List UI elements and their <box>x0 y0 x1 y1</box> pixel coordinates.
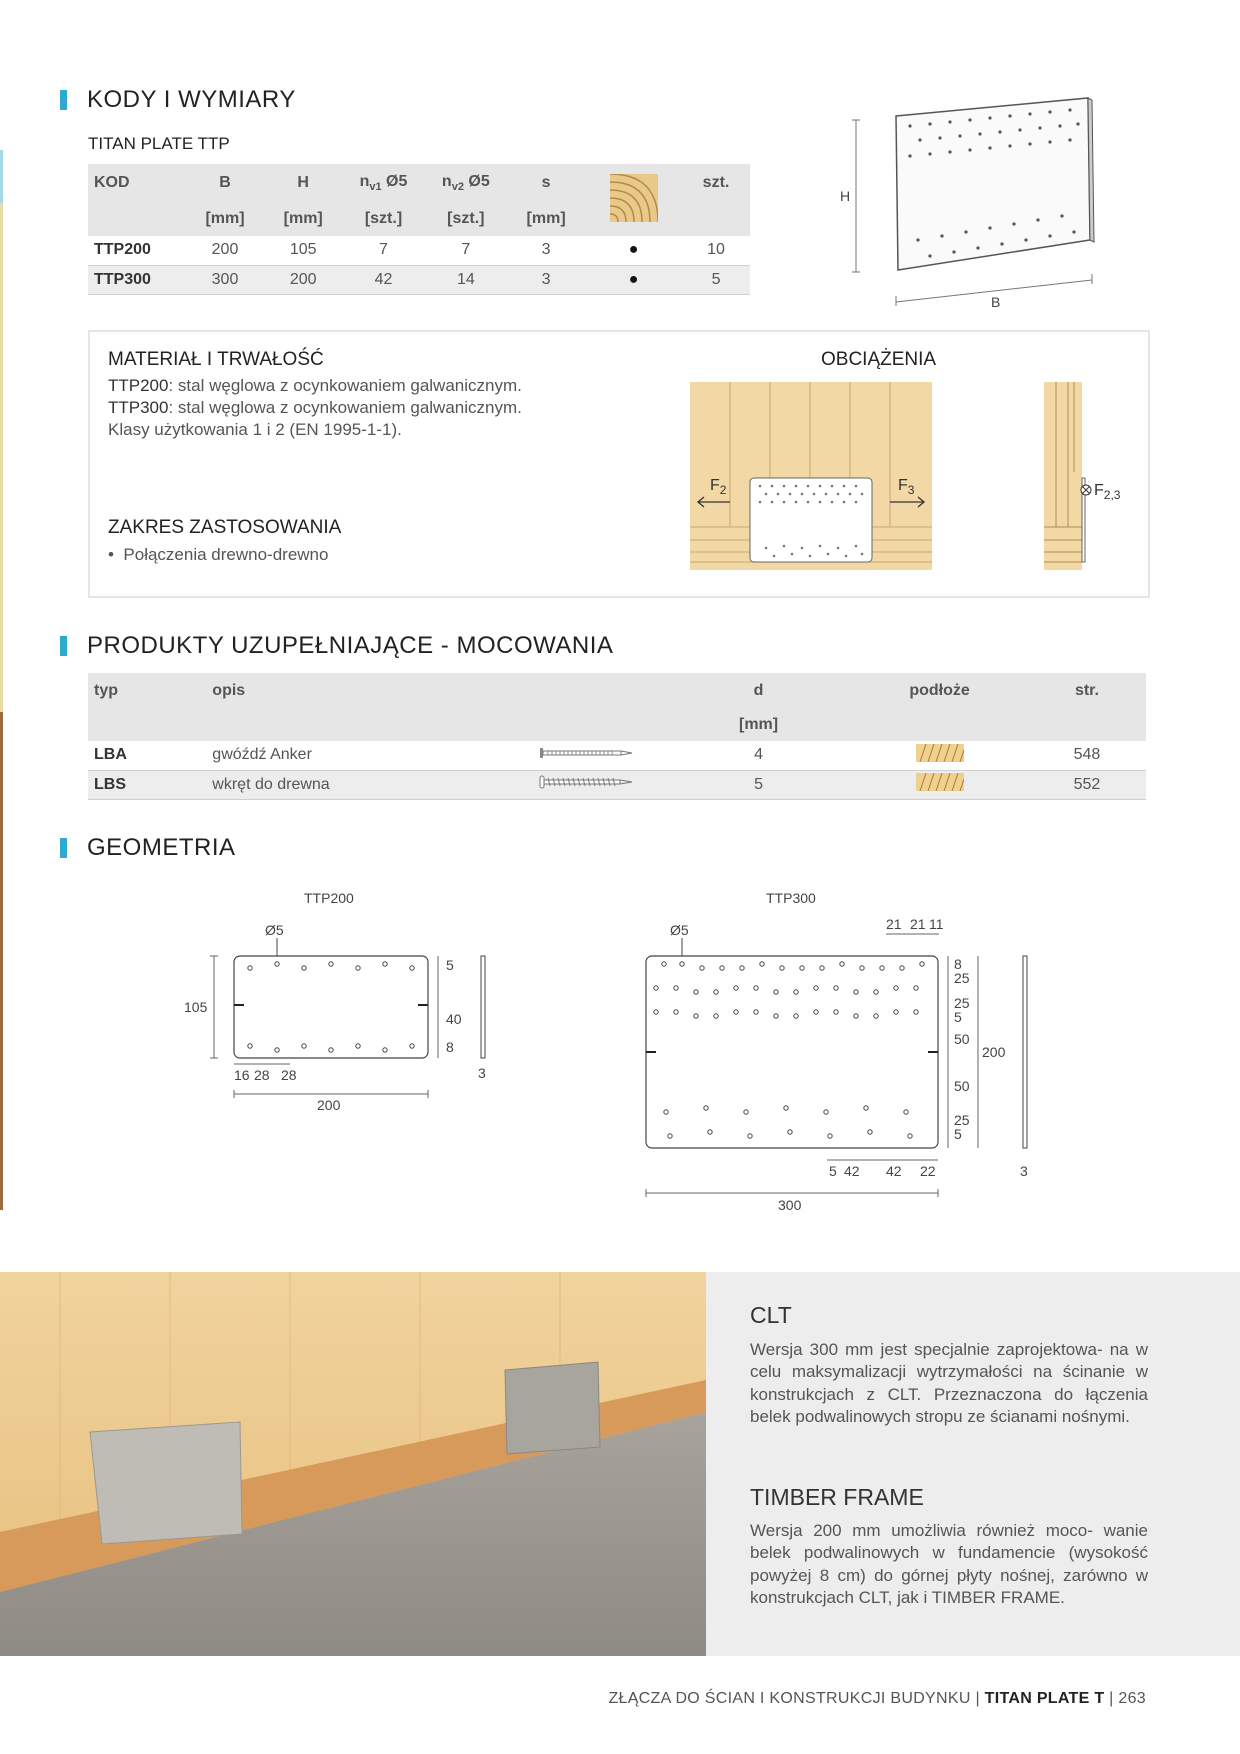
ttp300-drawing <box>630 880 1050 1220</box>
col-nv2: $n_{v2}$ Ø5 <box>441 172 490 194</box>
svg-text:5: 5 <box>954 1009 962 1025</box>
col-qty: szt. <box>702 174 730 191</box>
page-footer: ZŁĄCZA DO ŚCIAN I KONSTRUKCJI BUDYNKU | TITAN PLATE T | 263 <box>608 1690 1146 1707</box>
col-wood-icon <box>585 164 682 236</box>
ttp200-hole-label: Ø5 <box>265 922 284 938</box>
svg-text:5: 5 <box>446 957 454 973</box>
material-title: MATERIAŁ I TRWAŁOŚĆ <box>108 349 324 370</box>
svg-text:200: 200 <box>317 1097 341 1113</box>
svg-text:8: 8 <box>446 1039 454 1055</box>
footer-product: TITAN PLATE T <box>984 1690 1105 1707</box>
ttp200-title: TTP200 <box>304 890 354 906</box>
timber-frame-title: TIMBER FRAME <box>750 1484 924 1510</box>
clt-title: CLT <box>750 1302 792 1328</box>
svg-text:200: 200 <box>982 1044 1006 1060</box>
svg-text:40: 40 <box>446 1011 462 1027</box>
svg-text:3: 3 <box>1020 1163 1028 1179</box>
photo-scene <box>0 1272 706 1656</box>
products-table-units: [mm] <box>88 709 1146 741</box>
col-b: B <box>219 174 231 191</box>
side-color-strip <box>0 150 3 1210</box>
svg-text:42: 42 <box>844 1163 860 1179</box>
col-opis: opis <box>212 682 246 699</box>
wood-grain-icon <box>610 174 658 222</box>
table-subtitle: TITAN PLATE TTP <box>88 134 230 153</box>
page-number: 263 <box>1118 1690 1146 1707</box>
ttp300-title: TTP300 <box>766 890 816 906</box>
svg-text:5: 5 <box>829 1163 837 1179</box>
table-row: TTP200 200 105 7 7 3 ● 10 <box>88 236 750 265</box>
loads-front-diagram <box>690 382 932 570</box>
svg-text:16: 16 <box>234 1067 250 1083</box>
svg-text:28: 28 <box>281 1067 297 1083</box>
timber-frame-text: Wersja 200 mm umożliwia również moco- wanie belek podwalinowych w fundamencie (wysokość powyżej 8 cm) do górnej płyty nośnej, zarówno w konstrukcjach CLT, jak i TIMBER FRAME. <box>750 1521 1148 1607</box>
col-podloze: podłoże <box>909 682 970 699</box>
plate-h-label: H <box>840 188 851 204</box>
load-f3-label: $F_3$ <box>898 477 915 498</box>
col-h: H <box>297 174 309 191</box>
col-s: s <box>541 174 551 191</box>
section-title-codes: KODY I WYMIARY <box>60 86 296 114</box>
ttp300-hole-label: Ø5 <box>670 922 689 938</box>
table-row: LBA gwóźdź Anker 4 548 <box>88 741 1146 770</box>
installation-photo <box>0 1272 706 1656</box>
screw-icon <box>507 770 666 799</box>
load-f2-label: $F_2$ <box>710 477 727 498</box>
svg-text:5: 5 <box>954 1126 962 1142</box>
col-typ: typ <box>94 682 118 699</box>
svg-text:25: 25 <box>954 995 970 1011</box>
load-f23-label: $F_{2,3}$ <box>1094 482 1121 503</box>
loads-title: OBCIĄŻENIA <box>821 349 937 370</box>
svg-text:25: 25 <box>954 970 970 986</box>
material-line-2: TTP300: stal węglowa z ocynkowaniem galwanicznym. <box>108 398 522 417</box>
svg-text:300: 300 <box>778 1197 802 1213</box>
section-marker <box>60 636 67 656</box>
table-row: LBS wkręt do drewna 5 552 <box>88 770 1146 799</box>
svg-text:25: 25 <box>954 1112 970 1128</box>
products-table-header <box>88 673 1146 709</box>
svg-text:11: 11 <box>929 916 944 932</box>
col-str: str. <box>1074 682 1099 699</box>
section-title-products: PRODUKTY UZUPEŁNIAJĄCE - MOCOWANIA <box>60 632 613 660</box>
clt-text: Wersja 300 mm jest specjalnie zaprojektowa- na w celu maksymalizacji wytrzymałości na ścinanie w konstrukcjach z CLT. Przeznaczona do łączenia belek podwalinowych stropu ze ścianami nośnymi. <box>750 1340 1148 1426</box>
svg-text:21: 21 <box>910 916 926 932</box>
svg-text:28: 28 <box>254 1067 270 1083</box>
col-kod: KOD <box>94 174 130 191</box>
svg-text:50: 50 <box>954 1078 970 1094</box>
nail-icon <box>507 741 666 770</box>
svg-text:22: 22 <box>920 1163 936 1179</box>
wood-substrate-icon <box>851 770 1028 799</box>
wood-substrate-icon <box>851 741 1028 770</box>
section-marker <box>60 838 67 858</box>
plate-b-label: B <box>991 294 1001 310</box>
material-line-1: TTP200: stal węglowa z ocynkowaniem galwanicznym. <box>108 376 522 395</box>
ttp200-drawing <box>180 880 510 1120</box>
codes-table-units: [mm] [mm] [szt.] [szt.] [mm] <box>88 202 750 236</box>
application-title: ZAKRES ZASTOSOWANIA <box>108 517 342 538</box>
section-marker <box>60 90 67 110</box>
svg-text:50: 50 <box>954 1031 970 1047</box>
loads-side-diagram <box>1044 382 1094 570</box>
svg-text:42: 42 <box>886 1163 902 1179</box>
codes-table <box>88 164 750 295</box>
col-d: d <box>753 682 764 699</box>
svg-text:8: 8 <box>954 956 962 972</box>
footer-chapter: ZŁĄCZA DO ŚCIAN I KONSTRUKCJI BUDYNKU <box>608 1690 971 1707</box>
col-nv1: $n_{v1}$ Ø5 <box>359 172 408 194</box>
svg-text:21: 21 <box>886 916 902 932</box>
application-item: • Połączenia drewno-drewno <box>108 545 329 564</box>
svg-text:105: 105 <box>184 999 208 1015</box>
codes-table-header <box>88 164 750 202</box>
plate-illustration <box>830 90 1100 320</box>
products-table <box>88 673 1146 800</box>
material-line-3: Klasy użytkowania 1 i 2 (EN 1995-1-1). <box>108 420 402 439</box>
table-row: TTP300 300 200 42 14 3 ● 5 <box>88 265 750 294</box>
section-title-geometry: GEOMETRIA <box>60 834 236 862</box>
svg-text:3: 3 <box>478 1065 486 1081</box>
